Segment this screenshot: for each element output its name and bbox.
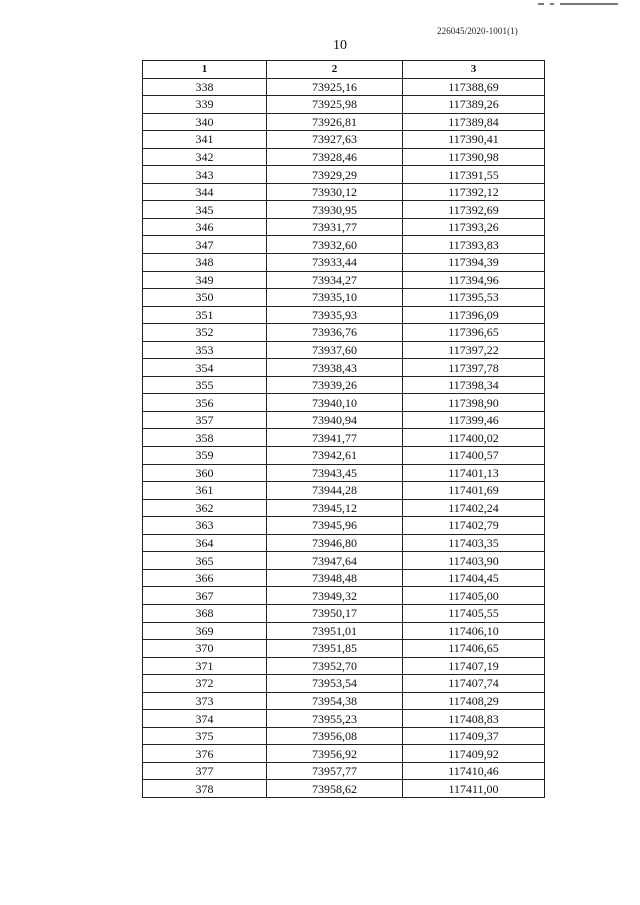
point-number-cell: 347 — [143, 236, 267, 254]
point-number-cell: 365 — [143, 552, 267, 570]
x-coordinate-cell: 73940,10 — [267, 394, 403, 412]
x-coordinate-cell: 73956,08 — [267, 727, 403, 745]
table-row — [143, 499, 545, 517]
point-number-cell: 367 — [143, 587, 267, 605]
point-number-cell: 366 — [143, 569, 267, 587]
x-coordinate-cell: 73951,01 — [267, 622, 403, 640]
point-number-cell: 350 — [143, 289, 267, 307]
table-row — [143, 394, 545, 412]
y-coordinate-cell: 117389,84 — [403, 113, 545, 131]
y-coordinate-cell: 117392,12 — [403, 183, 545, 201]
x-coordinate-cell: 73928,46 — [267, 148, 403, 166]
y-coordinate-cell: 117396,65 — [403, 324, 545, 342]
x-coordinate-cell: 73943,45 — [267, 464, 403, 482]
y-coordinate-cell: 117404,45 — [403, 569, 545, 587]
x-coordinate-cell: 73949,32 — [267, 587, 403, 605]
table-row — [143, 96, 545, 114]
table-row — [143, 534, 545, 552]
table-row — [143, 780, 545, 798]
y-coordinate-cell: 117398,34 — [403, 376, 545, 394]
y-coordinate-cell: 117405,00 — [403, 587, 545, 605]
y-coordinate-cell: 117390,41 — [403, 131, 545, 149]
table-row — [143, 727, 545, 745]
x-coordinate-cell: 73952,70 — [267, 657, 403, 675]
x-coordinate-cell: 73925,98 — [267, 96, 403, 114]
scan-artifact-mark — [538, 2, 618, 6]
point-number-cell: 338 — [143, 78, 267, 96]
point-number-cell: 378 — [143, 780, 267, 798]
point-number-cell: 352 — [143, 324, 267, 342]
table-row — [143, 166, 545, 184]
y-coordinate-cell: 117401,69 — [403, 482, 545, 500]
y-coordinate-cell: 117411,00 — [403, 780, 545, 798]
x-coordinate-cell: 73931,77 — [267, 218, 403, 236]
point-number-cell: 359 — [143, 447, 267, 465]
table-row — [143, 376, 545, 394]
y-coordinate-cell: 117406,65 — [403, 640, 545, 658]
table-row — [143, 569, 545, 587]
table-body — [143, 78, 545, 797]
x-coordinate-cell: 73940,94 — [267, 411, 403, 429]
point-number-cell: 342 — [143, 148, 267, 166]
point-number-cell: 341 — [143, 131, 267, 149]
x-coordinate-cell: 73953,54 — [267, 675, 403, 693]
point-number-cell: 362 — [143, 499, 267, 517]
x-coordinate-cell: 73945,96 — [267, 517, 403, 535]
table-row — [143, 254, 545, 272]
x-coordinate-cell: 73934,27 — [267, 271, 403, 289]
y-coordinate-cell: 117402,24 — [403, 499, 545, 517]
y-coordinate-cell: 117393,26 — [403, 218, 545, 236]
y-coordinate-cell: 117406,10 — [403, 622, 545, 640]
table-row — [143, 640, 545, 658]
table-row — [143, 482, 545, 500]
point-number-cell: 376 — [143, 745, 267, 763]
y-coordinate-cell: 117388,69 — [403, 78, 545, 96]
point-number-cell: 369 — [143, 622, 267, 640]
point-number-cell: 340 — [143, 113, 267, 131]
point-number-cell: 357 — [143, 411, 267, 429]
x-coordinate-cell: 73925,16 — [267, 78, 403, 96]
y-coordinate-cell: 117397,78 — [403, 359, 545, 377]
x-coordinate-cell: 73944,28 — [267, 482, 403, 500]
table-row — [143, 464, 545, 482]
column-header: 1 — [143, 61, 267, 79]
table-header-row — [143, 61, 545, 79]
x-coordinate-cell: 73939,26 — [267, 376, 403, 394]
point-number-cell: 355 — [143, 376, 267, 394]
table-row — [143, 587, 545, 605]
x-coordinate-cell: 73945,12 — [267, 499, 403, 517]
y-coordinate-cell: 117390,98 — [403, 148, 545, 166]
point-number-cell: 353 — [143, 341, 267, 359]
y-coordinate-cell: 117403,35 — [403, 534, 545, 552]
point-number-cell: 358 — [143, 429, 267, 447]
table-row — [143, 218, 545, 236]
point-number-cell: 372 — [143, 675, 267, 693]
x-coordinate-cell: 73958,62 — [267, 780, 403, 798]
x-coordinate-cell: 73954,38 — [267, 692, 403, 710]
x-coordinate-cell: 73955,23 — [267, 710, 403, 728]
column-header: 2 — [267, 61, 403, 79]
y-coordinate-cell: 117392,69 — [403, 201, 545, 219]
table-row — [143, 710, 545, 728]
table-row — [143, 675, 545, 693]
y-coordinate-cell: 117398,90 — [403, 394, 545, 412]
page-number: 10 — [333, 38, 347, 53]
y-coordinate-cell: 117400,02 — [403, 429, 545, 447]
y-coordinate-cell: 117391,55 — [403, 166, 545, 184]
point-number-cell: 356 — [143, 394, 267, 412]
point-number-cell: 377 — [143, 762, 267, 780]
y-coordinate-cell: 117409,37 — [403, 727, 545, 745]
table-row — [143, 113, 545, 131]
table-row — [143, 78, 545, 96]
table-row — [143, 236, 545, 254]
column-header: 3 — [403, 61, 545, 79]
table-row — [143, 692, 545, 710]
point-number-cell: 371 — [143, 657, 267, 675]
table-row — [143, 289, 545, 307]
point-number-cell: 351 — [143, 306, 267, 324]
point-number-cell: 361 — [143, 482, 267, 500]
x-coordinate-cell: 73956,92 — [267, 745, 403, 763]
table-row — [143, 131, 545, 149]
y-coordinate-cell: 117408,29 — [403, 692, 545, 710]
table-row — [143, 657, 545, 675]
x-coordinate-cell: 73926,81 — [267, 113, 403, 131]
point-number-cell: 339 — [143, 96, 267, 114]
table-row — [143, 201, 545, 219]
point-number-cell: 345 — [143, 201, 267, 219]
point-number-cell: 375 — [143, 727, 267, 745]
document-number: 226045/2020-1001(1) — [437, 26, 518, 36]
y-coordinate-cell: 117403,90 — [403, 552, 545, 570]
table-row — [143, 447, 545, 465]
point-number-cell: 368 — [143, 604, 267, 622]
point-number-cell: 354 — [143, 359, 267, 377]
x-coordinate-cell: 73938,43 — [267, 359, 403, 377]
x-coordinate-cell: 73935,93 — [267, 306, 403, 324]
x-coordinate-cell: 73935,10 — [267, 289, 403, 307]
x-coordinate-cell: 73929,29 — [267, 166, 403, 184]
table-row — [143, 341, 545, 359]
y-coordinate-cell: 117389,26 — [403, 96, 545, 114]
y-coordinate-cell: 117394,39 — [403, 254, 545, 272]
x-coordinate-cell: 73933,44 — [267, 254, 403, 272]
coordinates-table — [142, 60, 545, 798]
y-coordinate-cell: 117397,22 — [403, 341, 545, 359]
table-row — [143, 622, 545, 640]
table-row — [143, 148, 545, 166]
point-number-cell: 363 — [143, 517, 267, 535]
table-row — [143, 359, 545, 377]
x-coordinate-cell: 73947,64 — [267, 552, 403, 570]
x-coordinate-cell: 73951,85 — [267, 640, 403, 658]
x-coordinate-cell: 73950,17 — [267, 604, 403, 622]
table-row — [143, 324, 545, 342]
table-row — [143, 604, 545, 622]
y-coordinate-cell: 117402,79 — [403, 517, 545, 535]
y-coordinate-cell: 117400,57 — [403, 447, 545, 465]
point-number-cell: 346 — [143, 218, 267, 236]
point-number-cell: 348 — [143, 254, 267, 272]
point-number-cell: 349 — [143, 271, 267, 289]
x-coordinate-cell: 73946,80 — [267, 534, 403, 552]
y-coordinate-cell: 117410,46 — [403, 762, 545, 780]
point-number-cell: 373 — [143, 692, 267, 710]
y-coordinate-cell: 117394,96 — [403, 271, 545, 289]
x-coordinate-cell: 73948,48 — [267, 569, 403, 587]
table-row — [143, 517, 545, 535]
x-coordinate-cell: 73937,60 — [267, 341, 403, 359]
point-number-cell: 360 — [143, 464, 267, 482]
point-number-cell: 370 — [143, 640, 267, 658]
x-coordinate-cell: 73927,63 — [267, 131, 403, 149]
x-coordinate-cell: 73936,76 — [267, 324, 403, 342]
point-number-cell: 343 — [143, 166, 267, 184]
x-coordinate-cell: 73930,12 — [267, 183, 403, 201]
point-number-cell: 364 — [143, 534, 267, 552]
point-number-cell: 344 — [143, 183, 267, 201]
table-row — [143, 411, 545, 429]
x-coordinate-cell: 73930,95 — [267, 201, 403, 219]
x-coordinate-cell: 73941,77 — [267, 429, 403, 447]
y-coordinate-cell: 117395,53 — [403, 289, 545, 307]
table-row — [143, 745, 545, 763]
table-row — [143, 306, 545, 324]
y-coordinate-cell: 117401,13 — [403, 464, 545, 482]
y-coordinate-cell: 117399,46 — [403, 411, 545, 429]
y-coordinate-cell: 117408,83 — [403, 710, 545, 728]
table-row — [143, 271, 545, 289]
y-coordinate-cell: 117407,19 — [403, 657, 545, 675]
point-number-cell: 374 — [143, 710, 267, 728]
x-coordinate-cell: 73942,61 — [267, 447, 403, 465]
table-row — [143, 762, 545, 780]
table-row — [143, 429, 545, 447]
x-coordinate-cell: 73932,60 — [267, 236, 403, 254]
x-coordinate-cell: 73957,77 — [267, 762, 403, 780]
table-row — [143, 552, 545, 570]
y-coordinate-cell: 117409,92 — [403, 745, 545, 763]
y-coordinate-cell: 117407,74 — [403, 675, 545, 693]
y-coordinate-cell: 117405,55 — [403, 604, 545, 622]
table-row — [143, 183, 545, 201]
y-coordinate-cell: 117393,83 — [403, 236, 545, 254]
y-coordinate-cell: 117396,09 — [403, 306, 545, 324]
